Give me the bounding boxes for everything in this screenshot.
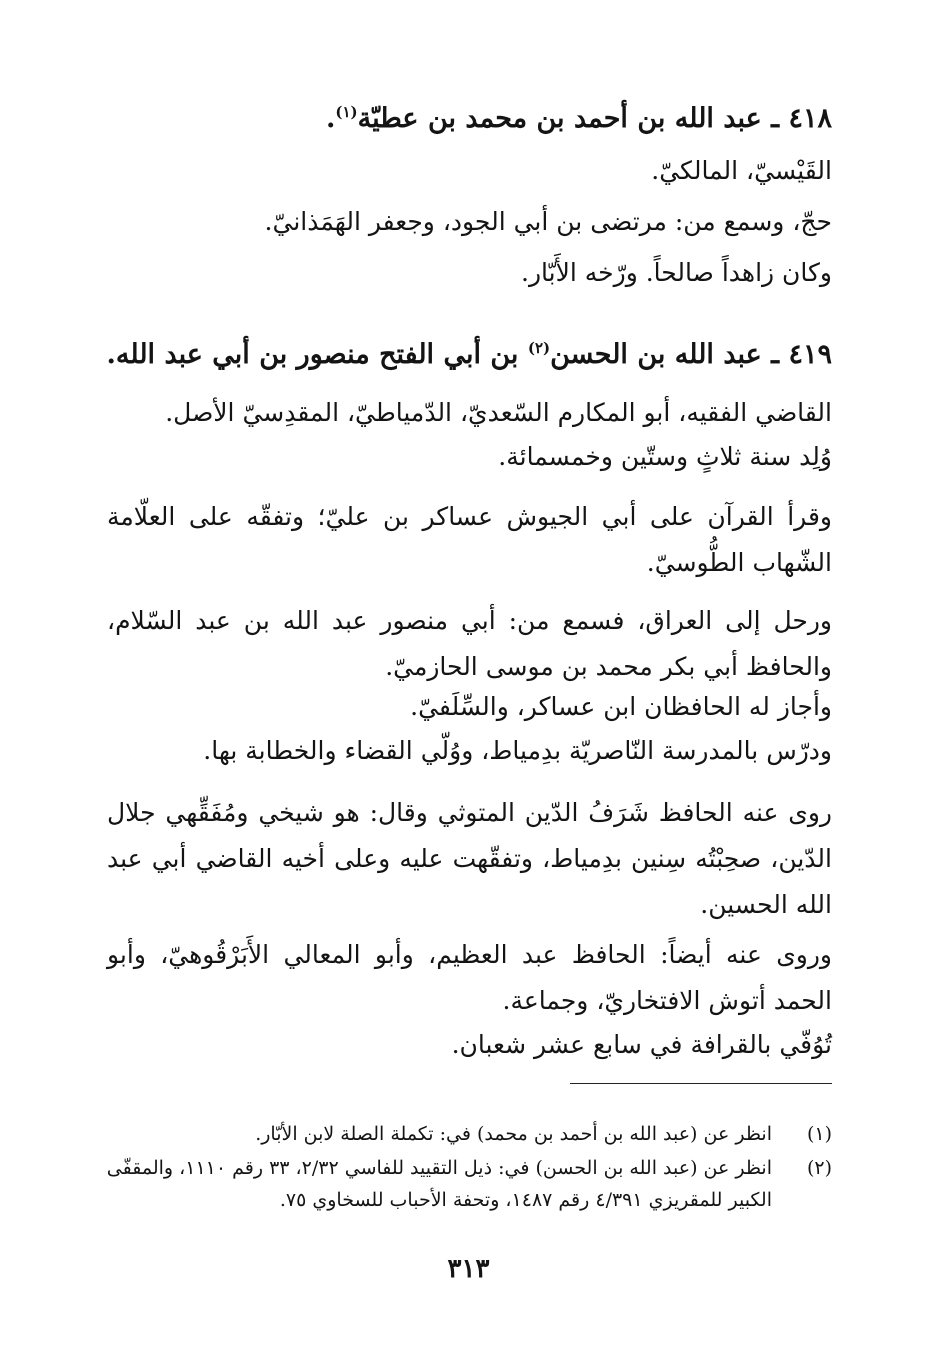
footnote-1	[104, 1118, 832, 1150]
footnote-text: انظر عن (عبد الله بن أحمد بن محمد) في: تكملة الصلة لابن الأبّار.	[255, 1123, 772, 1145]
footnote-ref-1[interactable]: (١)	[335, 103, 358, 121]
entry-419-line-4: ودرّس بالمدرسة النّاصريّة بدِمياط، ووُلّي القضاء والخطابة بها.	[203, 736, 832, 765]
entry-418-line-3: وكان زاهداً صالحاً. ورّخه الأَبّار.	[521, 258, 832, 287]
footnote-divider	[570, 1083, 832, 1084]
entry-419-line-2: وُلِد سنة ثلاثٍ وستّين وخمسمائة.	[498, 442, 832, 471]
entry-419-paragraph-1: وقرأ القرآن على أبي الجيوش عساكر بن عليّ؛ وتفقّه على العلّامة الشّهاب الطُّوسيّ.	[107, 502, 832, 577]
entry-419-title	[107, 339, 832, 370]
entry-418-title	[326, 103, 832, 134]
entry-418-line-2: حجّ، وسمع من: مرتضى بن أبي الجود، وجعفر الهَمَذانيّ.	[264, 207, 832, 236]
entry-419-title-end: بن أبي الفتح منصور بن أبي عبد الله.	[106, 339, 528, 370]
footnote-number: (٢)	[806, 1157, 832, 1179]
entry-419-paragraph-3: روى عنه الحافظ شَرَفُ الدّين المتوثي وقال: هو شيخي ومُفَقِّهي جلال الدّين، صحِبْتُه سِنين بدِمياط، وتفقّهت عليه وعلى أخيه القاضي أبي عبد الله الحسين.	[107, 798, 832, 919]
entry-419-last-line: تُوُفّي بالقرافة في سابع عشر شعبان.	[451, 1030, 832, 1059]
entry-419-line-3: وأجاز له الحافظان ابن عساكر، والسِّلَفيّ.	[410, 692, 832, 721]
entry-418-line-1: القَيْسيّ، المالكيّ.	[651, 156, 832, 185]
footnote-2	[104, 1152, 832, 1216]
entry-418-title-text: ٤١٨ ـ عبد الله بن أحمد بن محمد بن عطيّة	[357, 103, 832, 134]
footnote-number: (١)	[806, 1123, 832, 1145]
footnote-text: انظر عن (عبد الله بن الحسن) في: ذيل التقييد للفاسي ٢/٣٢، ٣٣ رقم ١١١٠، والمقفّى الكبير للمقريزي ٤/٣٩١ رقم ١٤٨٧، وتحفة الأحباب للسخاوي ٧٥.	[106, 1157, 772, 1211]
entry-419-line-1: القاضي الفقيه، أبو المكارم السّعديّ، الدّمياطيّ، المقدِسيّ الأصل.	[165, 398, 832, 427]
entry-419-title-text: ٤١٩ ـ عبد الله بن الحسن	[550, 339, 832, 370]
entry-419-paragraph-2: ورحل إلى العراق، فسمع من: أبي منصور عبد الله بن عبد السّلام، والحافظ أبي بكر محمد بن موسى الحازميّ.	[107, 606, 832, 681]
entry-419-paragraph-4: وروى عنه أيضاً: الحافظ عبد العظيم، وأبو المعالي الأَبَرْقُوهيّ، وأبو الحمد أتوش الافتخاريّ، وجماعة.	[107, 940, 832, 1015]
entry-418-title-end: .	[325, 103, 336, 134]
footnote-ref-2[interactable]: (٢)	[527, 339, 551, 357]
page-number: ٣١٣	[447, 1254, 490, 1284]
